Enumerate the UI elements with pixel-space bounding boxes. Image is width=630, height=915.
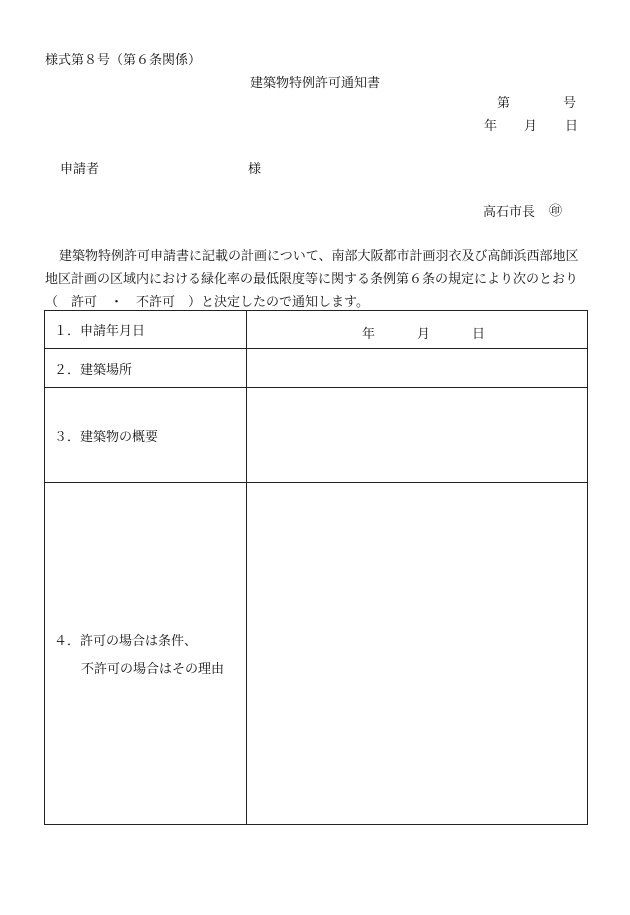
conditions-label-line2: 不許可の場合はその理由 bbox=[81, 662, 225, 677]
applicant-label: 申請者 bbox=[60, 162, 100, 177]
issue-date-day: 日 bbox=[565, 119, 579, 134]
building-overview-value bbox=[247, 388, 588, 483]
issue-date-year: 年 bbox=[484, 119, 498, 134]
building-location-label: ２．建築場所 bbox=[45, 349, 247, 388]
table-row bbox=[45, 483, 588, 825]
building-location-value bbox=[247, 349, 588, 388]
application-date-value bbox=[247, 311, 588, 349]
table-row bbox=[45, 311, 588, 349]
document-number-suffix: 号 bbox=[563, 96, 577, 111]
conditions-reasons-value bbox=[247, 483, 588, 825]
applicant-honorific: 様 bbox=[248, 162, 262, 177]
notice-details-table bbox=[44, 310, 588, 825]
document-number-prefix: 第 bbox=[497, 96, 511, 111]
application-date-year: 年 bbox=[362, 327, 376, 342]
seal-mark-icon: ㊞ bbox=[549, 204, 563, 219]
document-title: 建築物特例許可通知書 bbox=[249, 76, 380, 91]
issue-date-month: 月 bbox=[524, 119, 538, 134]
application-date-day: 日 bbox=[472, 327, 486, 342]
conditions-label-line1: ４．許可の場合は条件、 bbox=[54, 634, 198, 649]
application-date-month: 月 bbox=[417, 327, 431, 342]
application-date-label: １．申請年月日 bbox=[45, 311, 247, 349]
table-row bbox=[45, 388, 588, 483]
form-number: 様式第８号（第６条関係） bbox=[45, 53, 202, 68]
building-overview-label: ３．建築物の概要 bbox=[45, 388, 247, 483]
notice-body bbox=[45, 245, 590, 314]
notice-body-text: 建築物特例許可申請書に記載の計画について、南部大阪都市計画羽衣及び高師浜西部地区地区計画の区域内における緑化率の最低限度等に関する条例第６条の規定により次のとおり（ 許可 ・ 不許可 ）と決定したので通知します。 bbox=[45, 249, 579, 310]
conditions-reasons-label bbox=[45, 483, 247, 825]
table-row bbox=[45, 349, 588, 388]
issuer-name: 高石市長 bbox=[483, 205, 536, 220]
